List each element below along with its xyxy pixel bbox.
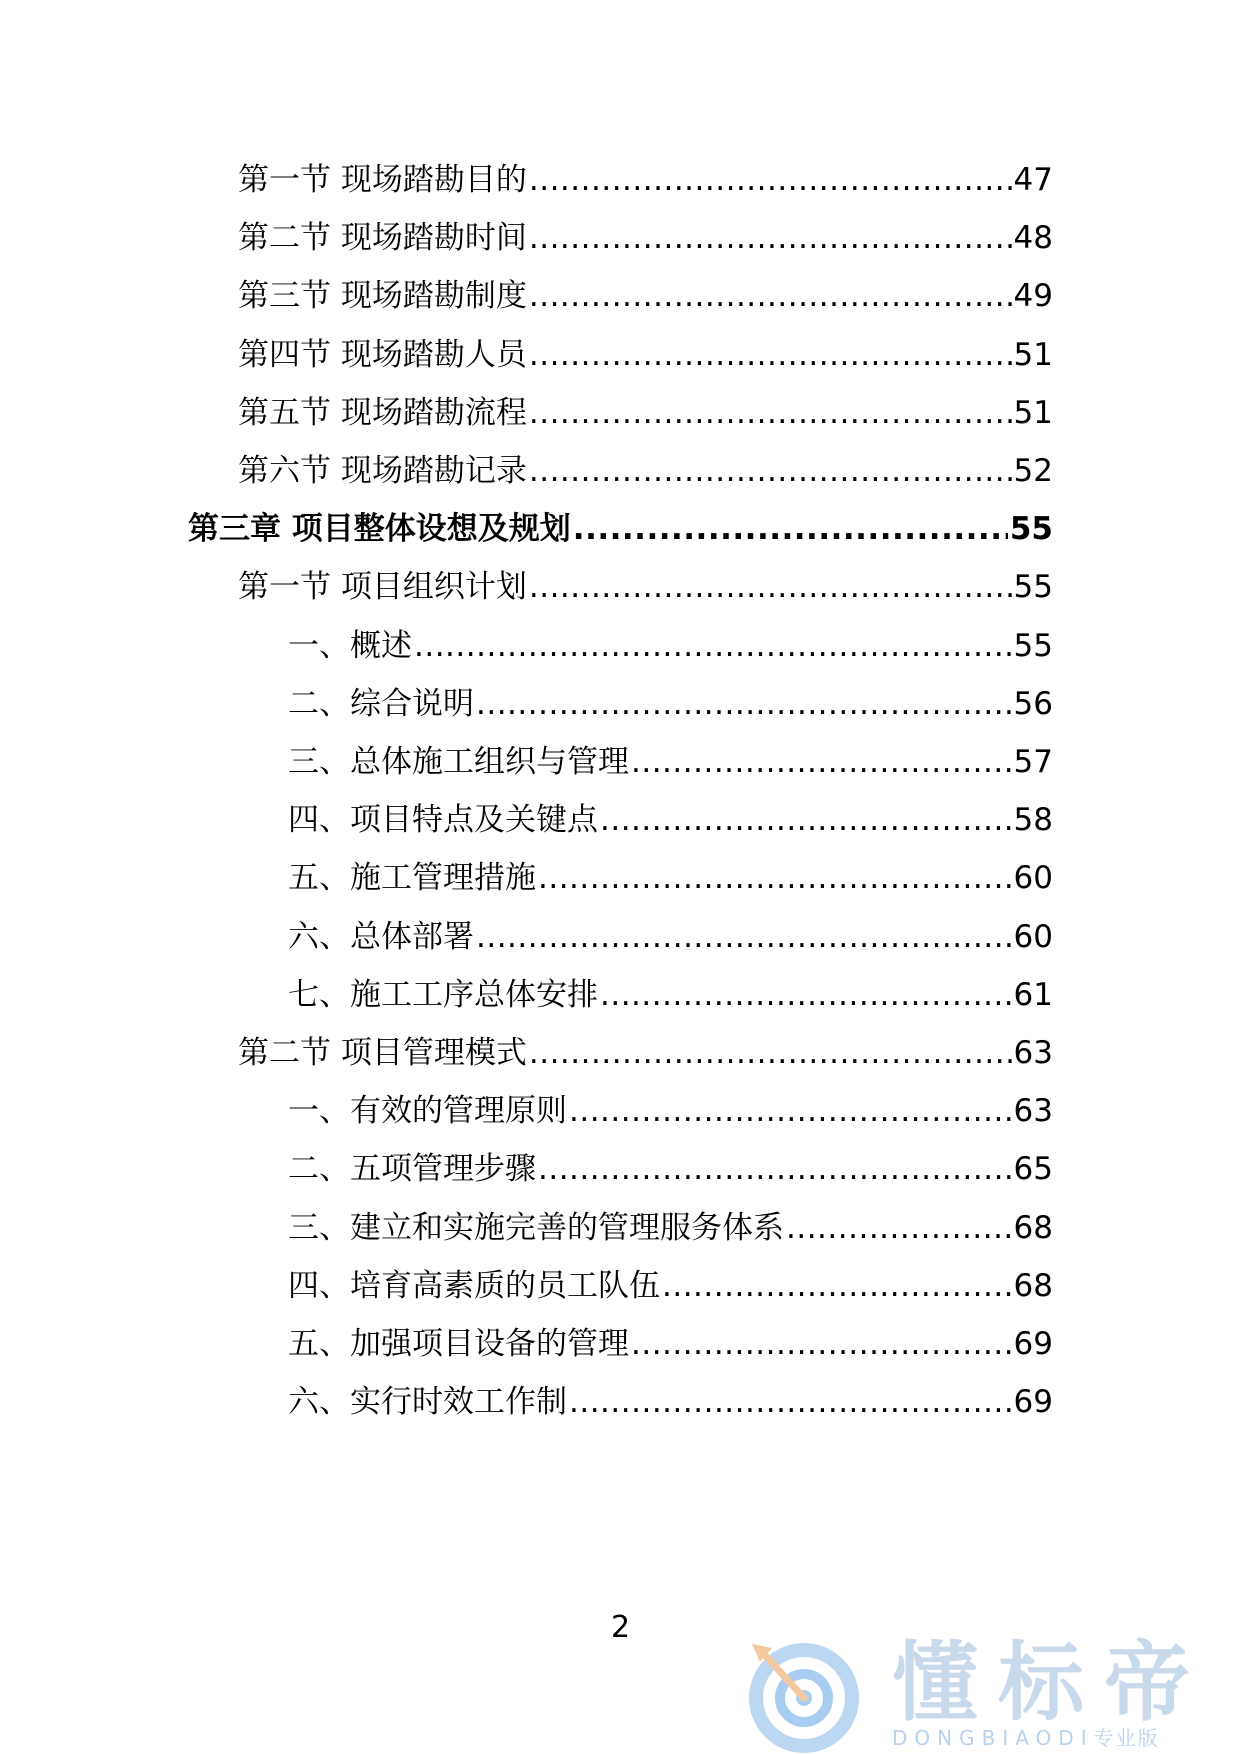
toc-entry-title: 六、实行时效工作制 [288,1384,567,1420]
toc-entry-title: 第六节 现场踏勘记录 [238,453,527,489]
toc-entry-title: 二、五项管理步骤 [288,1151,536,1187]
toc-entry-title: 第一节 现场踏勘目的 [238,162,527,198]
toc-entry-page-number: 51 [1013,337,1053,373]
toc-entry[interactable] [288,1382,1053,1422]
toc-dot-leader [529,1033,1012,1073]
toc-entry-title: 五、加强项目设备的管理 [288,1326,629,1362]
toc-entry-page-number: 60 [1013,860,1053,896]
toc-entry[interactable] [238,1033,1053,1073]
watermark [742,1633,1222,1754]
toc-entry-title: 一、有效的管理原则 [288,1093,567,1129]
toc-entry[interactable] [238,276,1053,316]
toc-entry[interactable] [238,451,1053,491]
toc-dot-leader [538,1149,1012,1189]
toc-entry-title: 四、培育高素质的员工队伍 [288,1268,660,1304]
toc-entry[interactable] [238,393,1053,433]
toc-dot-leader [569,1382,1012,1422]
toc-entry-page-number: 55 [1013,569,1053,605]
toc-entry[interactable] [288,626,1053,666]
toc-entry[interactable] [288,975,1053,1015]
toc-entry[interactable] [288,684,1053,724]
page-number: 2 [610,1610,631,1645]
toc-entry-title: 第三节 现场踏勘制度 [238,278,527,314]
toc-dot-leader [529,335,1012,375]
toc-entry[interactable] [288,1091,1053,1131]
toc-dot-leader [786,1208,1012,1248]
toc-entry-page-number: 69 [1013,1326,1053,1362]
toc-dot-leader [476,684,1012,724]
toc-entry-page-number: 52 [1013,453,1053,489]
toc-entry-title: 第三章 项目整体设想及规划 [188,511,571,547]
toc-entry-title: 六、总体部署 [288,919,474,955]
toc-entry-page-number: 56 [1013,686,1053,722]
toc-entry[interactable] [188,509,1053,549]
toc-dot-leader [414,626,1012,666]
toc-dot-leader [631,1324,1012,1364]
toc-entry-page-number: 61 [1013,977,1053,1013]
toc-entry-page-number: 58 [1013,802,1053,838]
toc-entry-page-number: 63 [1013,1035,1053,1071]
toc-dot-leader [600,975,1012,1015]
toc-entry-title: 第五节 现场踏勘流程 [238,395,527,431]
toc-dot-leader [529,393,1012,433]
toc-entry[interactable] [238,567,1053,607]
watermark-brand-name: 懂标帝 [892,1633,1210,1733]
toc-entry[interactable] [288,742,1053,782]
toc-dot-leader [569,1091,1012,1131]
toc-dot-leader [529,451,1012,491]
toc-dot-leader [529,218,1012,258]
toc-entry-title: 四、项目特点及关键点 [288,802,598,838]
toc-entry-page-number: 65 [1013,1151,1053,1187]
toc-entry[interactable] [288,1208,1053,1248]
toc-entry-page-number: 49 [1013,278,1053,314]
toc-entry-title: 第四节 现场踏勘人员 [238,337,527,373]
toc-dot-leader [529,276,1012,316]
toc-dot-leader [573,509,1008,549]
toc-dot-leader [529,567,1012,607]
toc-dot-leader [631,742,1012,782]
toc-entry-title: 二、综合说明 [288,686,474,722]
toc-entry[interactable] [288,800,1053,840]
watermark-edition: 专业版 [1093,1726,1160,1750]
toc-entry-page-number: 68 [1013,1268,1053,1304]
toc-dot-leader [538,858,1012,898]
toc-entry-title: 一、概述 [288,628,412,664]
toc-entry-page-number: 51 [1013,395,1053,431]
target-arrow-icon [742,1636,872,1754]
toc-entry-page-number: 68 [1013,1210,1053,1246]
toc-dot-leader [600,800,1012,840]
toc-entry-page-number: 63 [1013,1093,1053,1129]
toc-entry-page-number: 57 [1013,744,1053,780]
toc-entry[interactable] [288,917,1053,957]
toc-entry[interactable] [288,1149,1053,1189]
toc-entry-title: 第二节 项目管理模式 [238,1035,527,1071]
toc-entry-title: 三、总体施工组织与管理 [288,744,629,780]
toc-entry-page-number: 47 [1013,162,1053,198]
toc-dot-leader [662,1266,1012,1306]
toc-entry[interactable] [288,1324,1053,1364]
toc-entry-title: 第二节 现场踏勘时间 [238,220,527,256]
toc-dot-leader [476,917,1012,957]
toc-entry[interactable] [238,160,1053,200]
toc-entry-title: 第一节 项目组织计划 [238,569,527,605]
toc-dot-leader [529,160,1012,200]
toc-entry[interactable] [238,335,1053,375]
toc-entry-page-number: 48 [1013,220,1053,256]
toc-entry-page-number: 60 [1013,919,1053,955]
toc-entry[interactable] [238,218,1053,258]
toc-entry-title: 七、施工工序总体安排 [288,977,598,1013]
toc-entry-page-number: 55 [1009,511,1053,547]
watermark-pinyin: DONGBIAODI [892,1726,1094,1750]
toc-entry-title: 三、建立和实施完善的管理服务体系 [288,1210,784,1246]
toc-entry-page-number: 55 [1013,628,1053,664]
toc-entry-page-number: 69 [1013,1384,1053,1420]
toc-entry[interactable] [288,858,1053,898]
toc-entry[interactable] [288,1266,1053,1306]
watermark-subtitle [892,1726,1160,1750]
toc-entry-title: 五、施工管理措施 [288,860,536,896]
